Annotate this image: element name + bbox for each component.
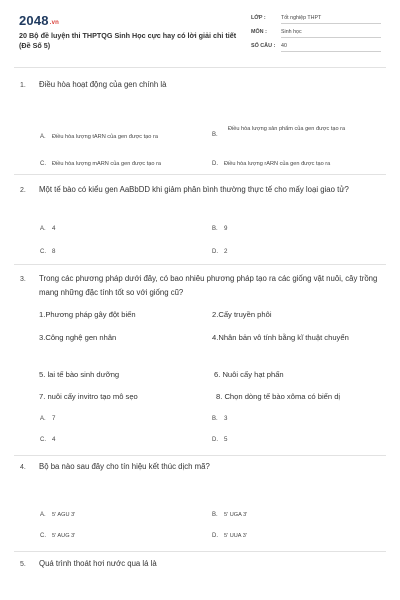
statement-item: 2.Cấy truyền phôi [212, 310, 272, 319]
option-c[interactable]: C. 5' AUG 3' [40, 533, 76, 539]
question-text: Quá trình thoát hơi nước qua lá là [39, 559, 157, 568]
question-text: Điều hòa hoạt động của gen chính là [39, 80, 167, 89]
statement-item: 1.Phương pháp gây đột biến [39, 310, 136, 319]
document-meta [251, 14, 381, 56]
question-divider [14, 174, 386, 175]
option-d[interactable]: D. 2 [212, 248, 228, 255]
question-divider [14, 264, 386, 265]
statement-item: 5. lai tế bào sinh dưỡng [39, 370, 120, 379]
option-c[interactable]: C. Điều hòa lượng mARN của gen được tạo ra [40, 161, 162, 167]
meta-row-count [251, 42, 381, 56]
meta-value: Tốt nghiệp THPT [281, 15, 381, 24]
document-title: 20 Bộ đề luyện thi THPTQG Sinh Học cực hay có lời giải chi tiết (Đề Số 5) [19, 31, 237, 50]
statement-item: 8. Chọn dòng tế bào xôma có biến dị [216, 392, 341, 401]
option-a[interactable]: A. 7 [40, 415, 56, 422]
question-number: 4. [20, 464, 26, 471]
question-text: Bộ ba nào sau đây cho tín hiệu kết thúc dịch mã? [39, 462, 210, 471]
meta-value: Sinh học [281, 29, 381, 38]
question-number: 5. [20, 561, 26, 568]
page-header [0, 0, 400, 66]
statement-item: 6. Nuôi cấy hạt phấn [214, 370, 284, 379]
statement-item: 3.Công nghệ gen nhân [39, 333, 117, 342]
meta-row-class [251, 14, 381, 28]
question-number: 3. [20, 276, 26, 283]
meta-key: MÔN : [251, 29, 267, 35]
option-b[interactable]: B. 3 [212, 415, 228, 422]
option-d[interactable]: D. 5' UUA 3' [212, 533, 247, 539]
meta-value: 40 [281, 43, 381, 52]
option-label: B. [212, 132, 218, 138]
option-b[interactable]: B. 5' UGA 3' [212, 512, 248, 518]
question-text: Trong các phương pháp dưới đây, có bao nhiêu phương pháp tạo ra các giống vật nuôi, cây trồng mang những đặc tính tốt so với giống cũ? [39, 274, 378, 297]
meta-key: SỐ CÂU : [251, 43, 276, 49]
question-divider [14, 455, 386, 456]
question-divider [14, 551, 386, 552]
meta-key: LỚP : [251, 15, 266, 21]
question-number: 1. [20, 82, 26, 89]
question-text: Một tế bào có kiểu gen AaBbDD khi giảm phân bình thường thực tế cho mấy loại giao tử? [39, 185, 349, 194]
option-d[interactable]: D. Điều hòa lượng rARN của gen được tạo ra [212, 161, 331, 167]
option-a[interactable]: A. 5' AGU 3' [40, 512, 76, 518]
option-a[interactable]: A. Điều hòa lượng tARN của gen được tạo ra [40, 134, 158, 140]
meta-row-subject [251, 28, 381, 42]
statement-item: 4.Nhân bản vô tính bằng kĩ thuật chuyển [212, 333, 349, 342]
option-a[interactable]: A. 4 [40, 225, 56, 232]
statement-item: 7. nuôi cấy invitro tạo mô sẹo [39, 392, 138, 401]
option-c[interactable]: C. 4 [40, 436, 56, 443]
option-b[interactable]: Điều hòa lượng sản phẩm của gen được tạo ra [228, 126, 346, 132]
question-number: 2. [20, 187, 26, 194]
option-b[interactable]: B. 9 [212, 225, 228, 232]
option-c[interactable]: C. 8 [40, 248, 56, 255]
header-divider [14, 67, 386, 68]
site-logo[interactable]: 2048.vn [19, 13, 60, 28]
option-d[interactable]: D. 5 [212, 436, 228, 443]
